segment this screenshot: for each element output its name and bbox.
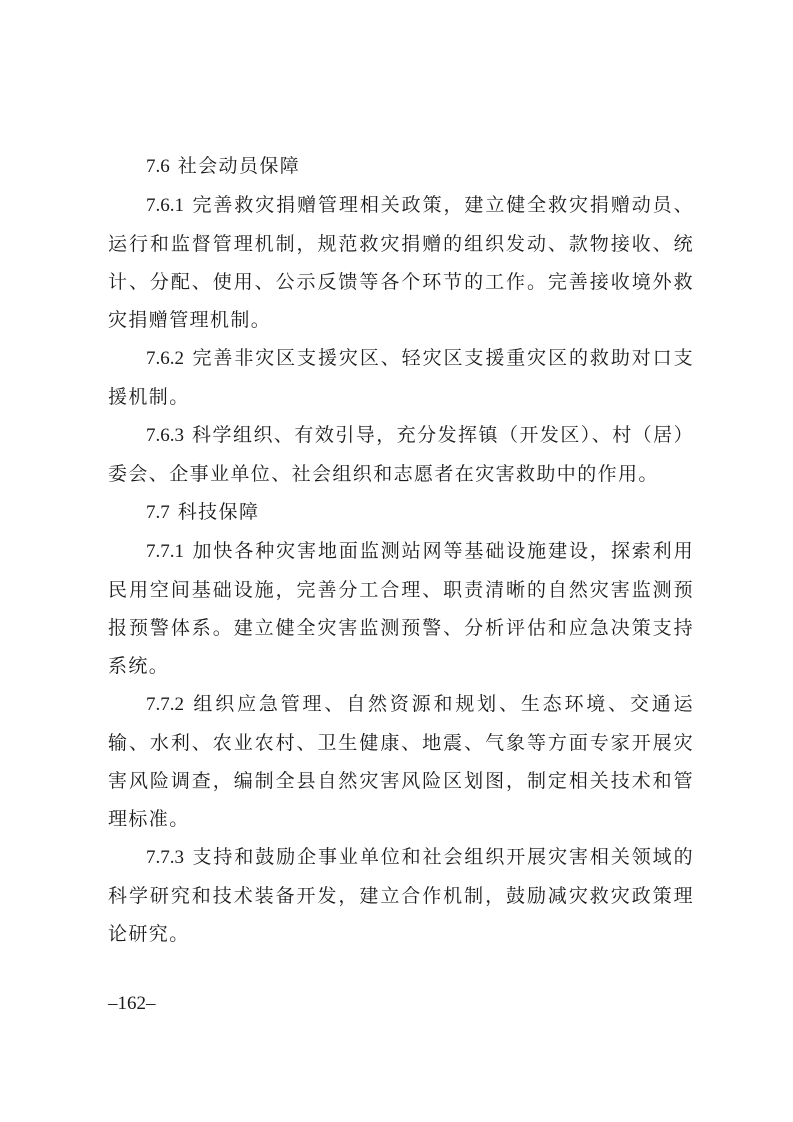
paragraph-text: 支持和鼓励企事业单位和社会组织开展灾害相关领域的科学研究和技术装备开发，建立合作机制，鼓励减灾救灾政策理论研究。	[108, 846, 694, 945]
paragraph-7-6-2	[108, 339, 694, 416]
paragraph-number: 7.6.1	[146, 195, 184, 216]
paragraph-number: 7.6.3	[146, 425, 184, 446]
paragraph-7-7-3	[108, 838, 694, 953]
section-title: 科技保障	[177, 501, 260, 523]
section-heading-7-6	[108, 147, 694, 186]
paragraph-number: 7.7.3	[146, 847, 184, 868]
paragraph-text: 科学组织、有效引导，充分发挥镇（开发区）、村（居）委会、企事业单位、社会组织和志愿者在灾害救助中的作用。	[108, 424, 694, 485]
paragraph-7-6-1	[108, 186, 694, 339]
section-title: 社会动员保障	[177, 155, 301, 177]
paragraph-number: 7.7.2	[146, 694, 184, 715]
paragraph-text: 加快各种灾害地面监测站网等基础设施建设，探索利用民用空间基础设施，完善分工合理、职责清晰的自然灾害监测预报预警体系。建立健全灾害监测预警、分析评估和应急决策支持系统。	[108, 540, 694, 677]
paragraph-number: 7.7.1	[146, 541, 184, 562]
section-number: 7.6	[146, 156, 170, 177]
page-number: –162–	[108, 993, 156, 1014]
paragraph-number: 7.6.2	[146, 348, 184, 369]
paragraph-7-7-2	[108, 685, 694, 838]
paragraph-text: 组织应急管理、自然资源和规划、生态环境、交通运输、水利、农业农村、卫生健康、地震、气象等方面专家开展灾害风险调查，编制全县自然灾害风险区划图，制定相关技术和管理标准。	[108, 693, 694, 830]
document-body	[108, 147, 694, 953]
paragraph-7-7-1	[108, 532, 694, 685]
paragraph-text: 完善非灾区支援灾区、轻灾区支援重灾区的救助对口支援机制。	[108, 347, 694, 408]
section-heading-7-7	[108, 493, 694, 532]
section-number: 7.7	[146, 502, 170, 523]
paragraph-7-6-3	[108, 416, 694, 493]
paragraph-text: 完善救灾捐赠管理相关政策，建立健全救灾捐赠动员、运行和监督管理机制，规范救灾捐赠的组织发动、款物接收、统计、分配、使用、公示反馈等各个环节的工作。完善接收境外救灾捐赠管理机制。	[108, 194, 694, 331]
